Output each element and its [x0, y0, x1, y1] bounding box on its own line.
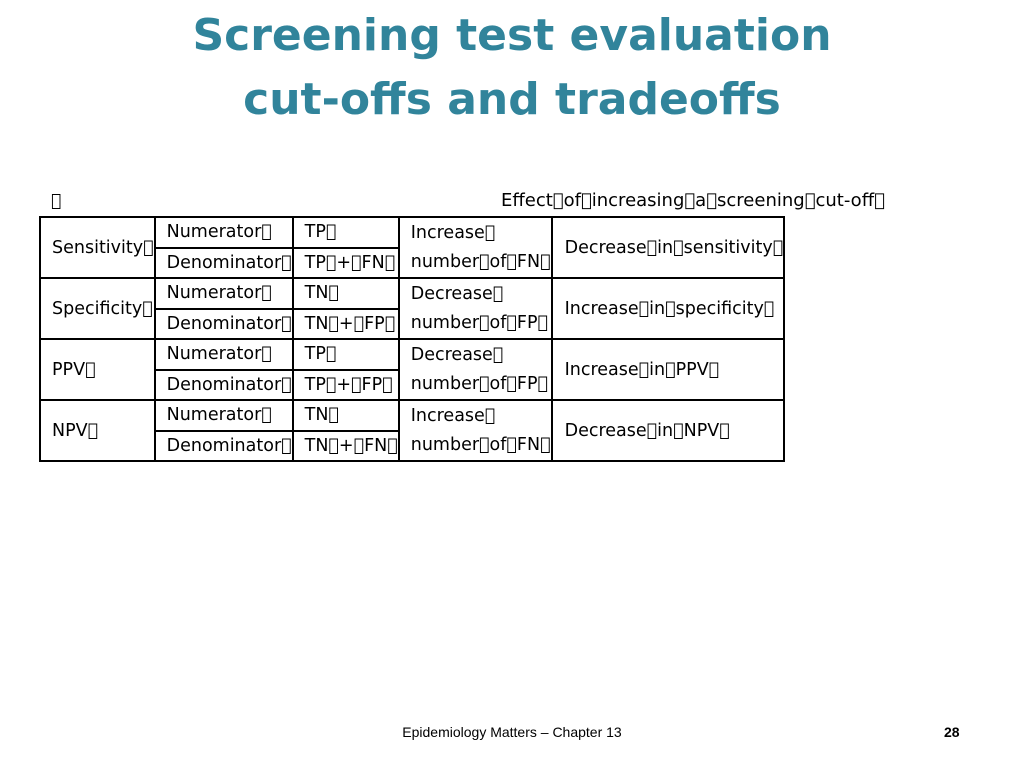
- table-row: [40, 278, 784, 309]
- measure-result: Increase in specificity : [552, 278, 785, 339]
- slide-footer: Epidemiology Matters – Chapter 13: [402, 724, 622, 740]
- effect-line-2: number of FP : [410, 374, 549, 394]
- numerator-label: Numerator : [155, 400, 293, 431]
- table-row: [40, 339, 784, 370]
- denominator-label: Denominator : [155, 309, 293, 340]
- effect-line-2: number of FN : [410, 252, 551, 272]
- numerator-value: TP : [293, 217, 399, 248]
- denominator-value: TN + FP : [293, 309, 399, 340]
- denominator-label: Denominator : [155, 370, 293, 401]
- cutoff-effect: [399, 217, 552, 278]
- effect-line-2: number of FP : [410, 313, 549, 333]
- denominator-label: Denominator : [155, 431, 293, 462]
- screening-table: [39, 216, 785, 462]
- effect-line-1: Decrease : [410, 284, 504, 304]
- denominator-value: TP + FP : [293, 370, 399, 401]
- table-row: [40, 217, 784, 248]
- cutoff-effect: [399, 278, 552, 339]
- numerator-value: TP : [293, 339, 399, 370]
- numerator-value: TN : [293, 278, 399, 309]
- measure-name: NPV : [40, 400, 155, 461]
- table-corner-cell:  : [51, 191, 62, 211]
- numerator-label: Numerator : [155, 217, 293, 248]
- numerator-label: Numerator : [155, 278, 293, 309]
- slide-title: [0, 4, 1024, 132]
- effect-line-2: number of FN : [410, 435, 551, 455]
- cutoff-effect: [399, 339, 552, 400]
- numerator-value: TN : [293, 400, 399, 431]
- measure-name: Sensitivity : [40, 217, 155, 278]
- numerator-label: Numerator : [155, 339, 293, 370]
- effect-line-1: Increase : [410, 406, 496, 426]
- denominator-label: Denominator : [155, 248, 293, 279]
- measure-name: PPV : [40, 339, 155, 400]
- denominator-value: TN + FN : [293, 431, 399, 462]
- measure-result: Decrease in NPV : [552, 400, 785, 461]
- measure-result: Decrease in sensitivity : [552, 217, 785, 278]
- effect-line-1: Decrease : [410, 345, 504, 365]
- effect-line-1: Increase : [410, 223, 496, 243]
- page-number: 28: [944, 724, 960, 740]
- effect-column-header: Effect of increasing a screening cut-off : [501, 190, 885, 211]
- title-line-1: Screening test evaluation: [192, 10, 832, 61]
- denominator-value: TP + FN : [293, 248, 399, 279]
- cutoff-effect: [399, 400, 552, 461]
- table-row: [40, 400, 784, 431]
- measure-result: Increase in PPV : [552, 339, 785, 400]
- measure-name: Specificity : [40, 278, 155, 339]
- title-line-2: cut-offs and tradeoffs: [243, 74, 781, 125]
